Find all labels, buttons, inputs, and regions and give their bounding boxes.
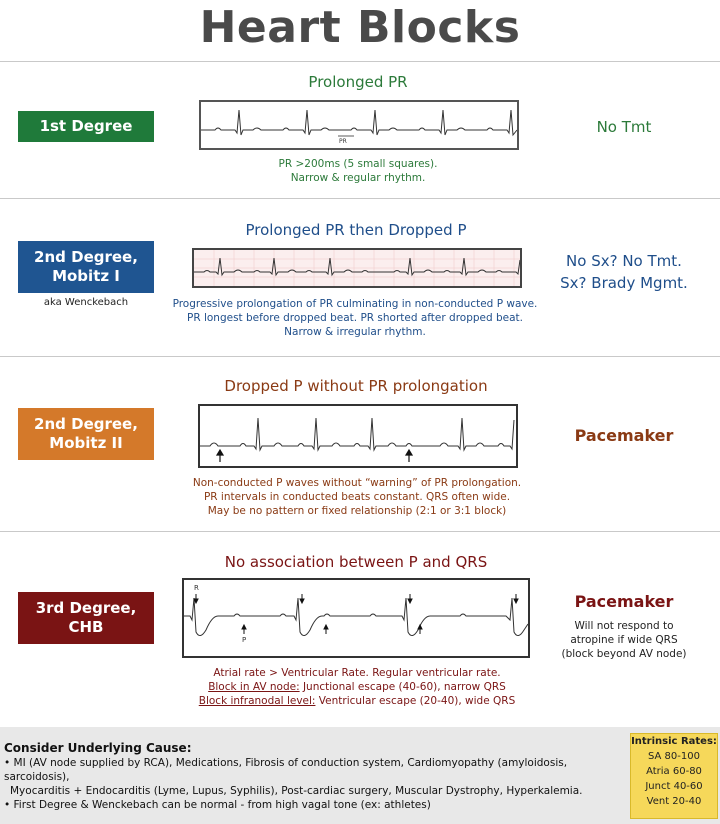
- underlying-cause-list: [4, 756, 624, 812]
- first-degree-label-text: 1st Degree: [39, 117, 133, 136]
- third-degree-description: Atrial rate > Ventricular Rate. Regular ventricular rate. Block in AV node: Junctional escape (40-60), narrow QRS Block infranodal level: Ventricular escape (20-40), wide QRS: [198, 667, 516, 707]
- list-item: • First Degree & Wenckebach can be normal - from high vagal tone (ex: athletes): [4, 799, 431, 811]
- mobitz2-label: 2nd Degree, Mobitz II: [18, 408, 154, 460]
- divider: [0, 356, 720, 357]
- mobitz2-ecg-trace: [200, 406, 516, 466]
- third-degree-treatment: Pacemaker: [574, 592, 674, 611]
- mobitz1-aka: aka Wenckebach: [43, 297, 129, 308]
- mobitz2-treatment: Pacemaker: [574, 426, 674, 445]
- p-wave-tag: P: [242, 636, 247, 644]
- third-degree-heading: No association between P and QRS: [224, 553, 488, 571]
- mobitz1-ecg-strip: [192, 248, 522, 288]
- third-degree-label: 3rd Degree, CHB: [18, 592, 154, 644]
- underlying-cause-panel: [0, 727, 720, 824]
- first-degree-heading: Prolonged PR: [308, 73, 408, 91]
- mobitz1-description: Progressive prolongation of PR culminating in non-conducted P wave. PR longest before dropped beat. PR shorted after dropped beat. Narrow & irregular rhythm.: [172, 298, 538, 338]
- third-degree-ecg-strip: [182, 578, 530, 658]
- third-degree-ecg-trace: [184, 580, 528, 656]
- first-degree-ecg-strip: [199, 100, 519, 150]
- mobitz1-treatment: No Sx? No Tmt. Sx? Brady Mgmt.: [560, 252, 688, 292]
- list-item: Myocarditis + Endocarditis (Lyme, Lupus, Syphilis), Post-cardiac surgery, Muscular Dystrophy, Hyperkalemia.: [10, 785, 583, 797]
- first-degree-treatment: No Tmt: [596, 118, 652, 136]
- first-degree-ecg-trace: [201, 102, 517, 148]
- intrinsic-rates-title: Intrinsic Rates:: [631, 736, 717, 747]
- r-wave-tag: R: [194, 584, 199, 592]
- divider: [0, 61, 720, 62]
- mobitz1-ecg-trace: [194, 250, 520, 286]
- mobitz2-ecg-strip: [198, 404, 518, 468]
- rate-sa: SA 80-100: [648, 751, 700, 762]
- mobitz1-heading: Prolonged PR then Dropped P: [245, 221, 467, 239]
- divider: [0, 531, 720, 532]
- mobitz2-heading: Dropped P without PR prolongation: [224, 377, 488, 395]
- mobitz2-description: Non-conducted P waves without “warning” of PR prolongation. PR intervals in conducted beats constant. QRS often wide. May be no pattern or fixed relationship (2:1 or 3:1 block): [192, 477, 522, 517]
- divider: [0, 198, 720, 199]
- list-item: • MI (AV node supplied by RCA), Medications, Fibrosis of conduction system, Cardiomyopathy (amyloidosis, sarcoidosis),: [4, 757, 568, 783]
- rate-atria: Atria 60-80: [646, 766, 702, 777]
- mobitz1-label: 2nd Degree, Mobitz I: [18, 241, 154, 293]
- first-degree-description: PR >200ms (5 small squares). Narrow & regular rhythm.: [278, 158, 438, 184]
- third-degree-note: Will not respond to atropine if wide QRS (block beyond AV node): [561, 620, 687, 660]
- rate-junct: Junct 40-60: [645, 781, 703, 792]
- underlying-cause-title: Consider Underlying Cause:: [4, 741, 192, 755]
- rate-vent: Vent 20-40: [646, 796, 702, 807]
- page-title: Heart Blocks: [199, 2, 521, 53]
- first-degree-label: [18, 111, 154, 142]
- pr-interval-tag: PR: [339, 138, 347, 145]
- intrinsic-rates-box: [630, 733, 718, 819]
